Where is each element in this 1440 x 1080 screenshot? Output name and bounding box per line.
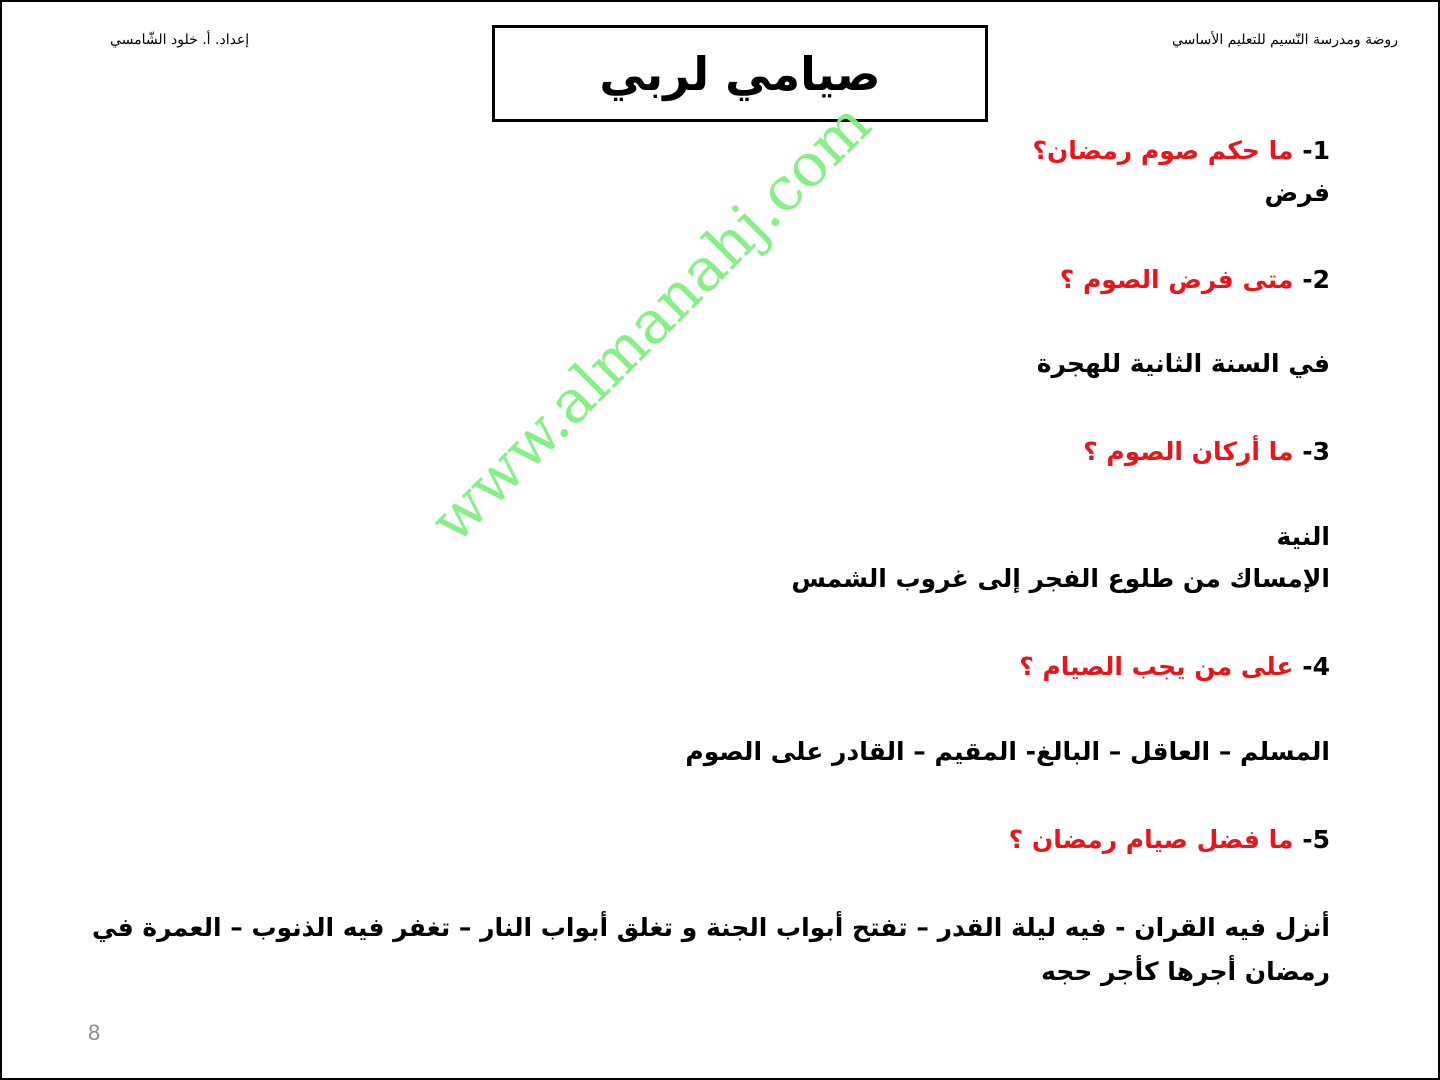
question-4-text: على من يجب الصيام ؟ — [1019, 652, 1294, 681]
question-5-text: ما فضل صيام رمضان ؟ — [1008, 825, 1294, 854]
question-5 — [1009, 825, 1330, 854]
question-2-text: متى فرض الصوم ؟ — [1059, 265, 1294, 294]
answer-1: فرض — [1264, 178, 1330, 207]
question-2-number: 2- — [1302, 265, 1330, 294]
answer-3-item-2: الإمساك من طلوع الفجر إلى غروب الشمس — [791, 564, 1330, 593]
question-3 — [1083, 437, 1330, 466]
page-title: صيامي لربي — [599, 46, 881, 101]
author-credit: إعداد. أ. خلود الشّامسي — [110, 32, 250, 48]
question-3-number: 3- — [1302, 437, 1330, 466]
answer-3-item-1: النية — [1276, 522, 1330, 551]
title-box — [492, 25, 988, 122]
answer-2: في السنة الثانية للهجرة — [1036, 349, 1330, 378]
question-4 — [1019, 652, 1330, 681]
school-name: روضة ومدرسة النّسيم للتعليم الأساسي — [1171, 32, 1398, 48]
question-1-text: ما حكم صوم رمضان؟ — [1032, 136, 1294, 165]
question-4-number: 4- — [1302, 652, 1330, 681]
question-5-number: 5- — [1302, 825, 1330, 854]
answer-5: أنزل فيه القران - فيه ليلة القدر – تفتح أبواب الجنة و تغلق أبواب النار – تغفر فيه الذنوب – العمرة في رمضان أجرها كأجر حجه — [92, 913, 1330, 986]
answer-4: المسلم – العاقل – البالغ- المقيم – القادر على الصوم — [685, 737, 1330, 766]
question-2 — [1060, 265, 1330, 294]
page-number: 8 — [88, 1020, 101, 1045]
watermark: www.almanahj.com — [417, 89, 885, 557]
question-1 — [1032, 136, 1330, 165]
question-3-text: ما أركان الصوم ؟ — [1083, 437, 1294, 466]
question-1-number: 1- — [1302, 136, 1330, 165]
